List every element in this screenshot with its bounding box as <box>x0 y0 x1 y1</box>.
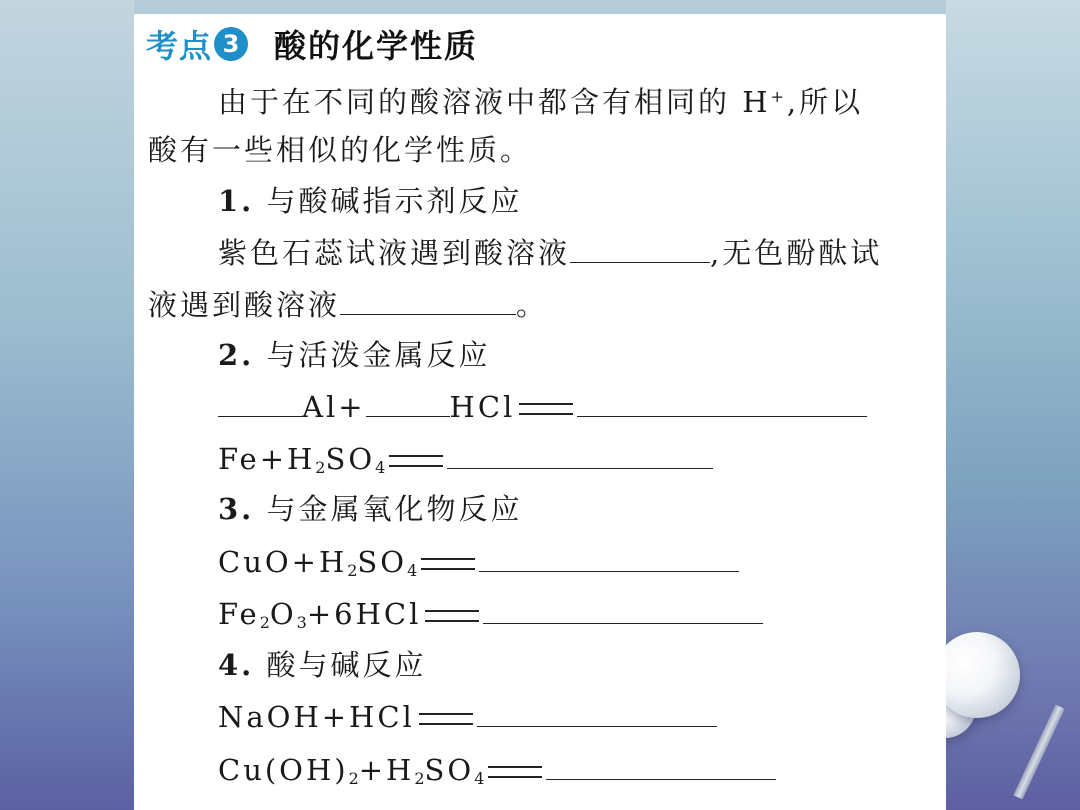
section-heading-text: 与金属氧化物反应 <box>254 492 523 526</box>
section-1-line-1 <box>218 230 882 276</box>
subscript: 2 <box>347 561 358 580</box>
left-background <box>0 0 134 810</box>
equation-text: SO <box>424 753 475 787</box>
equation-text: +H <box>358 753 415 787</box>
phenolphthalein-text: ,无色酚酞试 <box>710 236 883 270</box>
subscript: 2 <box>414 769 425 788</box>
intro-line-2 <box>148 127 532 173</box>
equals-sign <box>421 558 475 570</box>
equation-text: NaOH+HCl <box>218 700 415 734</box>
subscript: 4 <box>407 561 418 580</box>
subscript: 2 <box>348 769 359 788</box>
equation-fe-h2so4 <box>218 436 713 482</box>
subscript: 4 <box>474 769 485 788</box>
litmus-text: 紫色石蕊试液遇到酸溶液 <box>218 236 571 270</box>
equals-sign <box>419 713 473 725</box>
exam-point-label: 考点 <box>146 27 213 65</box>
equation-text: Fe <box>218 597 260 631</box>
equation-naoh-hcl <box>218 694 717 740</box>
h-plus-superscript: + <box>770 87 787 106</box>
section-heading-text: 与酸碱指示剂反应 <box>254 184 523 218</box>
equals-sign <box>425 610 479 622</box>
period: 。 <box>516 288 549 322</box>
intro-text-end: ,所以 <box>786 85 864 119</box>
equation-text: SO <box>325 442 376 476</box>
equals-sign <box>519 403 573 415</box>
equals-sign <box>488 766 542 778</box>
phenolphthalein-text-2: 液遇到酸溶液 <box>148 288 341 322</box>
product-blank[interactable] <box>483 593 763 624</box>
equation-cuoh2-h2so4 <box>218 747 776 793</box>
section-3-heading <box>218 486 523 532</box>
section-1-line-2 <box>148 282 548 328</box>
exam-point-number-badge: 3 <box>214 27 248 61</box>
answer-blank-phenolphthalein[interactable] <box>340 284 516 315</box>
section-1-heading <box>218 178 523 224</box>
equals-sign <box>389 455 443 467</box>
product-blank[interactable] <box>479 541 739 572</box>
section-number: 1. <box>218 184 255 218</box>
equation-text: Fe+H <box>218 442 316 476</box>
equation-text: Cu(OH) <box>218 753 349 787</box>
subscript: 2 <box>315 458 326 477</box>
subscript: 3 <box>296 613 307 632</box>
document-page <box>134 14 946 810</box>
equation-text: SO <box>357 545 408 579</box>
product-blank[interactable] <box>447 438 713 469</box>
subscript: 2 <box>259 613 270 632</box>
equation-text: Al+ <box>302 390 366 424</box>
product-blank[interactable] <box>477 696 717 727</box>
product-blank[interactable] <box>577 386 867 417</box>
coefficient-blank-al[interactable] <box>218 386 302 417</box>
equation-text: CuO+H <box>218 545 348 579</box>
molecule-sphere-large-decoration <box>934 632 1020 718</box>
section-number: 2. <box>218 338 255 372</box>
intro-line-1 <box>218 74 863 120</box>
product-blank[interactable] <box>546 749 776 780</box>
section-number: 3. <box>218 492 255 526</box>
section-number: 4. <box>218 648 255 682</box>
answer-blank-litmus[interactable] <box>570 232 710 263</box>
section-2-heading <box>218 332 491 378</box>
section-4-heading <box>218 642 427 688</box>
equation-text: O <box>269 597 297 631</box>
equation-al-hcl <box>218 384 867 430</box>
section-heading-text: 与活泼金属反应 <box>254 338 491 372</box>
equation-text: +6HCl <box>306 597 422 631</box>
section-title <box>146 20 478 68</box>
intro-text-2: 酸有一些相似的化学性质。 <box>148 133 533 167</box>
equation-fe2o3-hcl <box>218 591 763 637</box>
intro-text: 由于在不同的酸溶液中都含有相同的 H <box>218 85 771 119</box>
equation-text: HCl <box>449 390 516 424</box>
equation-cuo-h2so4 <box>218 539 739 585</box>
coefficient-blank-hcl[interactable] <box>366 386 450 417</box>
page-title: 酸的化学性质 <box>274 27 479 65</box>
subscript: 4 <box>375 458 386 477</box>
section-heading-text: 酸与碱反应 <box>254 648 427 682</box>
